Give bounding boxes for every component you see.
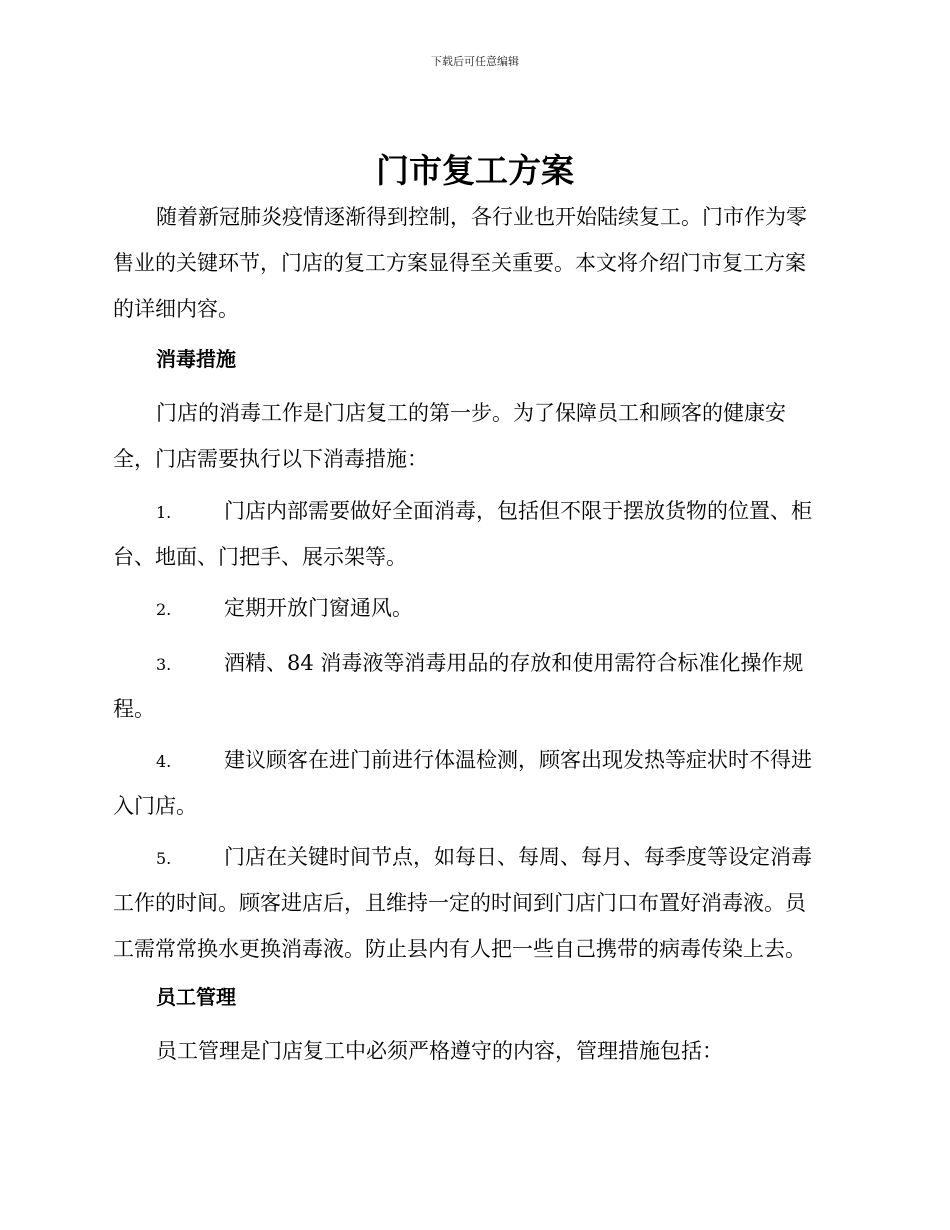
document-title: 门市复工方案 — [376, 151, 574, 190]
intro-line: 随着新冠肺炎疫情逐渐得到控制，各行业也开始陆续复工。门市作为零 — [156, 205, 807, 229]
list-item-number: 1. — [156, 503, 172, 522]
list-item-text: 入门店。 — [113, 794, 197, 818]
list-item-text: 建议顾客在进门前进行体温检测，顾客出现发热等症状时不得进 — [224, 748, 812, 772]
list-item — [113, 585, 835, 631]
header-note: 下载后可任意编辑 — [431, 55, 519, 68]
intro-line: 的详细内容。 — [113, 297, 239, 321]
section-heading-staff-management: 员工管理 — [156, 985, 236, 1009]
list-item — [113, 737, 835, 829]
intro-paragraph — [113, 194, 835, 332]
list-item — [113, 834, 835, 972]
list-item-number: 2. — [156, 600, 172, 619]
list-item-text: 台、地面、门把手、展示架等。 — [113, 545, 407, 569]
section-heading-disinfection: 消毒措施 — [156, 347, 236, 371]
section1-intro-line: 门店的消毒工作是门店复工的第一步。为了保障员工和顾客的健康安 — [156, 401, 786, 425]
list-item — [113, 640, 835, 732]
list-item-text: 工需常常换水更换消毒液。防止县内有人把一些自己携带的病毒传染上去。 — [113, 937, 806, 961]
list-item — [113, 488, 835, 580]
section2-intro-line: 员工管理是门店复工中必须严格遵守的内容，管理措施包括： — [156, 1039, 723, 1063]
list-item-text: 工作的时间。顾客进店后，且维持一定的时间到门店门口布置好消毒液。员 — [113, 891, 806, 915]
list-item-text: 门店内部需要做好全面消毒，包括但不限于摆放货物的位置、柜 — [224, 499, 812, 523]
list-item-text: 程。 — [113, 697, 155, 721]
section2-intro-paragraph — [113, 1028, 835, 1074]
list-item-text: 门店在关键时间节点，如每日、每周、每月、每季度等设定消毒 — [224, 845, 812, 869]
intro-line: 售业的关键环节，门店的复工方案显得至关重要。本文将介绍门市复工方案 — [113, 251, 806, 275]
section1-intro-line: 全，门店需要执行以下消毒措施： — [113, 447, 428, 471]
list-item-number: 3. — [156, 655, 172, 674]
section1-intro-paragraph — [113, 390, 835, 482]
list-item-number: 4. — [156, 752, 172, 771]
list-item-number: 5. — [156, 849, 172, 868]
list-item-text: 定期开放门窗通风。 — [224, 596, 413, 620]
list-item-text: 酒精、84 消毒液等消毒用品的存放和使用需符合标准化操作规 — [224, 651, 804, 675]
